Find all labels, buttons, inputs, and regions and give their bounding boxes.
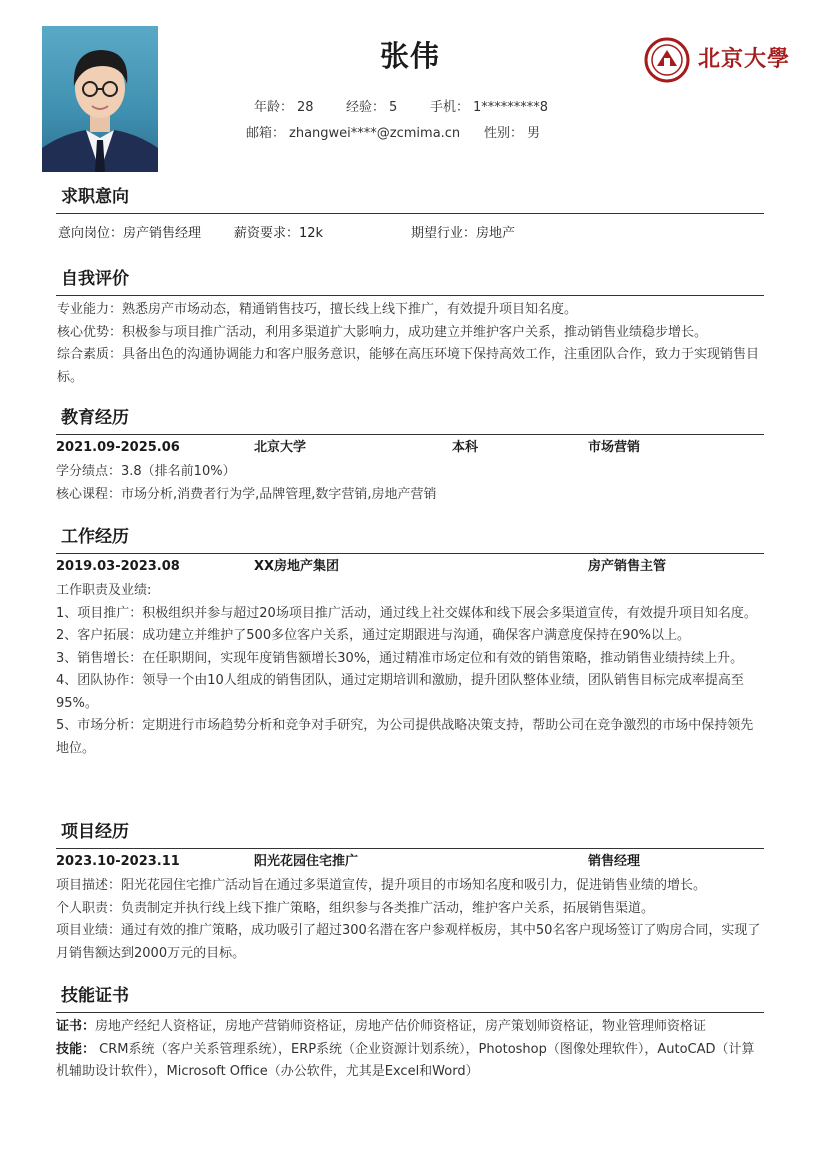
work-section bbox=[56, 524, 764, 760]
self-evaluation-section bbox=[56, 266, 764, 389]
self-evaluation-title: 自我评价 bbox=[56, 266, 764, 296]
age-info bbox=[254, 96, 314, 115]
email-info bbox=[246, 122, 460, 141]
job-intent-section bbox=[56, 184, 764, 244]
project-line: 项目业绩：通过有效的推广策略，成功吸引了超过300名潜在客户参观样板房，其中50名客户现场签订了购房合同，实现了月销售额达到2000万元的目标。 bbox=[56, 923, 761, 961]
work-title: 工作经历 bbox=[56, 524, 764, 554]
intent-industry: 期望行业：房地产 bbox=[411, 226, 516, 241]
skills-title: 技能证书 bbox=[56, 983, 764, 1013]
experience-label: 经验： bbox=[346, 100, 386, 115]
phone-info bbox=[430, 96, 548, 115]
work-intro: 工作职责及业绩: bbox=[56, 583, 152, 598]
certificates-label: 证书： bbox=[56, 1019, 96, 1034]
work-item: 4、团队协作：领导一个由10人组成的销售团队，通过定期培训和激励，提升团队整体业绩，团队销售目标完成率提高至95%。 bbox=[56, 673, 744, 711]
project-name: 阳光花园住宅推广 bbox=[254, 854, 359, 869]
project-line: 个人职责：负责制定并执行线上线下推广策略，组织参与各类推广活动，维护客户关系，拓展销售渠道。 bbox=[56, 900, 655, 916]
gender-value: 男 bbox=[527, 126, 541, 141]
education-section bbox=[56, 405, 764, 506]
education-title: 教育经历 bbox=[56, 405, 764, 435]
intent-salary: 薪资要求：12k bbox=[234, 226, 324, 241]
education-period: 2021.09-2025.06 bbox=[56, 440, 180, 455]
university-logo-text: 北京大學 bbox=[698, 46, 791, 72]
work-row bbox=[56, 554, 764, 580]
project-title: 项目经历 bbox=[56, 819, 764, 849]
education-row bbox=[56, 435, 764, 461]
skills-section bbox=[56, 983, 764, 1084]
work-item: 5、市场分析：定期进行市场趋势分析和竞争对手研究，为公司提供战略决策支持，帮助公司在竞争激烈的市场中保持领先地位。 bbox=[56, 718, 754, 756]
project-period: 2023.10-2023.11 bbox=[56, 854, 180, 869]
skills-label: 技能： bbox=[56, 1041, 96, 1057]
work-company: XX房地产集团 bbox=[254, 559, 340, 574]
experience-info bbox=[346, 96, 397, 115]
age-value: 28 bbox=[297, 100, 314, 115]
work-item: 3、销售增长：在任职期间，实现年度销售额增长30%，通过精准市场定位和有效的销售策略，推动销售业绩持续上升。 bbox=[56, 650, 744, 666]
skills-line bbox=[56, 1039, 764, 1084]
certificates-line bbox=[56, 1016, 764, 1039]
intent-position: 意向岗位：房产销售经理 bbox=[58, 226, 202, 241]
project-line: 项目描述：阳光花园住宅推广活动旨在通过多渠道宣传，提升项目的市场知名度和吸引力，促进销售业绩的增长。 bbox=[56, 878, 707, 893]
phone-value: 1*********8 bbox=[473, 100, 549, 115]
candidate-name: 张伟 bbox=[379, 39, 440, 73]
work-role: 房产销售主管 bbox=[588, 559, 667, 574]
certificates-text: 房地产经纪人资格证，房地产营销师资格证，房地产估价师资格证，房产策划师资格证，物业管理师资格证 bbox=[95, 1019, 707, 1034]
gender-label: 性别： bbox=[484, 126, 524, 141]
email-value: zhangwei****@zcmima.cn bbox=[289, 126, 461, 141]
project-row bbox=[56, 849, 764, 875]
age-label: 年龄： bbox=[254, 100, 294, 115]
education-degree: 本科 bbox=[452, 440, 479, 455]
self-eval-line: 专业能力：熟悉房产市场动态，精通销售技巧，擅长线上线下推广，有效提升项目知名度。 bbox=[57, 302, 578, 317]
project-role: 销售经理 bbox=[588, 854, 641, 869]
self-eval-line: 综合素质：具备出色的沟通协调能力和客户服务意识，能够在高压环境下保持高效工作，注重团队合作，致力于实现销售目标。 bbox=[57, 347, 760, 385]
work-item: 1、项目推广：积极组织并参与超过20场项目推广活动，通过线上社交媒体和线下展会多渠道宣传，有效提升项目知名度。 bbox=[56, 605, 757, 621]
experience-value: 5 bbox=[389, 100, 398, 115]
education-courses: 核心课程：市场分析,消费者行为学,品牌管理,数字营销,房地产营销 bbox=[56, 486, 437, 502]
education-major: 市场营销 bbox=[588, 440, 641, 455]
phone-label: 手机： bbox=[430, 100, 470, 115]
skills-text: CRM系统（客户关系管理系统），ERP系统（企业资源计划系统），Photoshop（图像处理软件），AutoCAD（计算机辅助设计软件），Microsoft Office（办公软件，尤其是Excel和Word） bbox=[56, 1041, 755, 1079]
gender-info bbox=[484, 122, 540, 141]
self-eval-line: 核心优势：积极参与项目推广活动，利用多渠道扩大影响力，成功建立并维护客户关系，推动销售业绩稳步增长。 bbox=[57, 324, 708, 340]
work-item: 2、客户拓展：成功建立并维护了500多位客户关系，通过定期跟进与沟通，确保客户满意度保持在90%以上。 bbox=[56, 628, 690, 643]
project-section bbox=[56, 819, 764, 965]
job-intent-title: 求职意向 bbox=[56, 184, 764, 214]
email-label: 邮箱： bbox=[246, 126, 286, 141]
work-period: 2019.03-2023.08 bbox=[56, 559, 180, 574]
education-school: 北京大学 bbox=[254, 440, 307, 455]
education-gpa: 学分绩点：3.8（排名前10%） bbox=[56, 464, 236, 479]
